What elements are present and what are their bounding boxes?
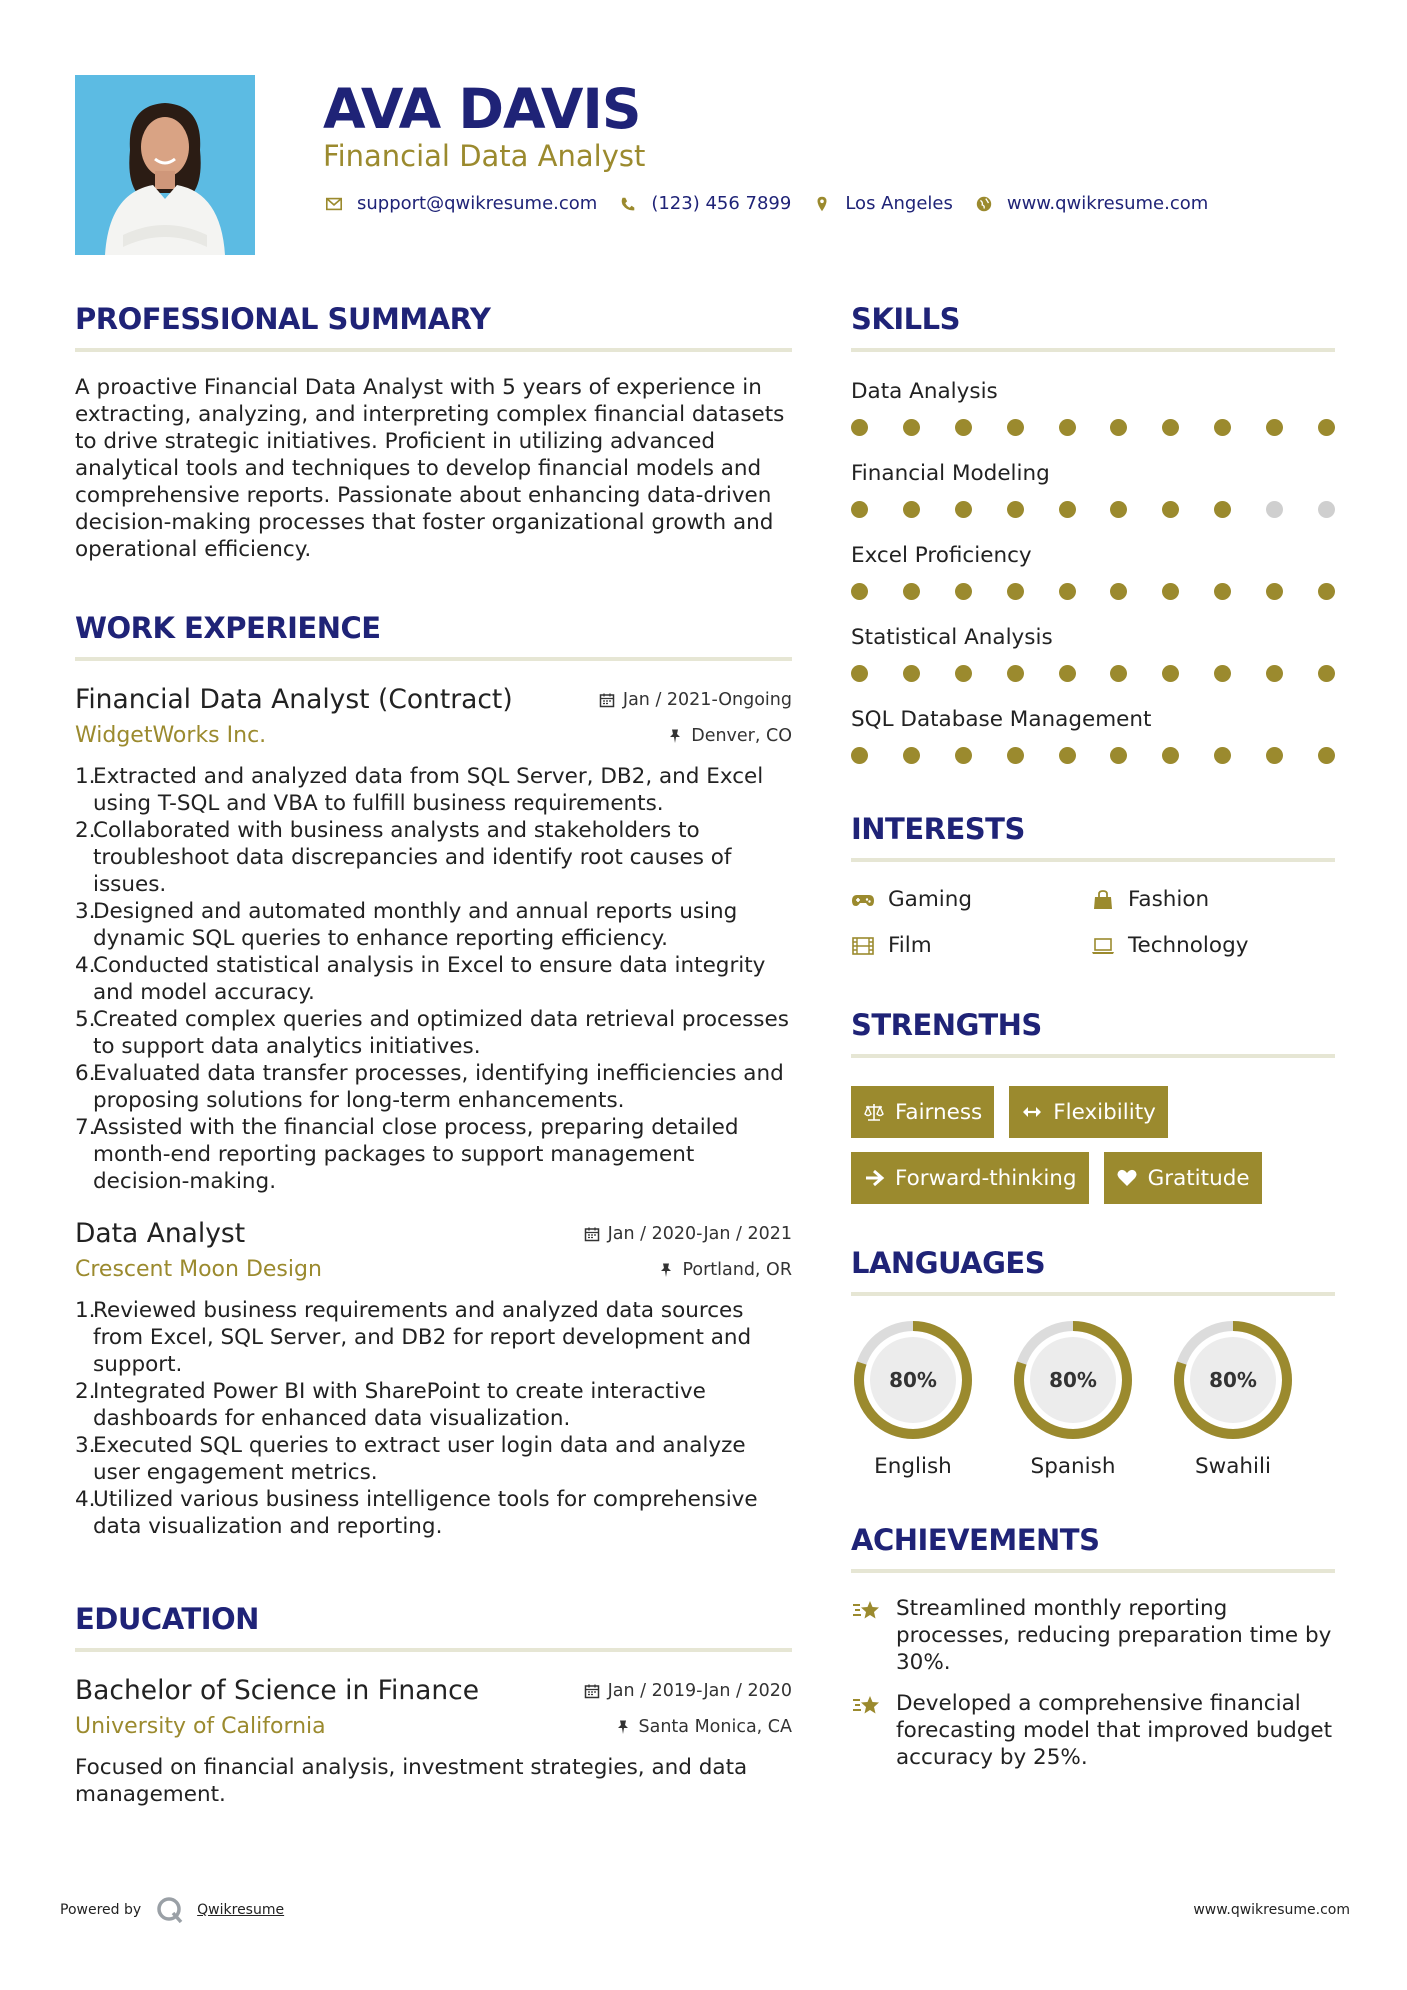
- skill-dot: [903, 747, 920, 764]
- skill-dot: [903, 501, 920, 518]
- calendar-icon: [584, 1683, 600, 1699]
- contact-email[interactable]: [323, 193, 597, 214]
- map-marker-icon: [811, 194, 833, 214]
- phone-icon: [617, 194, 639, 214]
- skill-dot: [851, 747, 868, 764]
- contact-location-text: Los Angeles: [845, 193, 953, 214]
- skill-name: Data Analysis: [851, 379, 998, 404]
- education-heading: EDUCATION: [75, 1598, 792, 1652]
- calendar-icon: [584, 1226, 600, 1242]
- strength-badge: [851, 1152, 1089, 1204]
- language-ring: [851, 1318, 975, 1442]
- language-item: [851, 1318, 1011, 1479]
- skill-dot: [1318, 419, 1335, 436]
- language-item: [1171, 1318, 1331, 1479]
- skill-dot: [1318, 747, 1335, 764]
- skill-dot: [1007, 665, 1024, 682]
- list-item: 4. Conducted statistical analysis in Excel to ensure data integrity and model accuracy.: [75, 953, 766, 1005]
- education-date: [584, 1681, 792, 1701]
- skill-rating: [851, 583, 1335, 600]
- skill-dot: [1214, 419, 1231, 436]
- skill-dot: [1266, 747, 1283, 764]
- strength-label: Forward-thinking: [895, 1165, 1077, 1191]
- achievement-text: Developed a comprehensive financial forecasting model that improved budget accuracy by 25%.: [896, 1691, 1333, 1770]
- shooting-star-icon: [851, 1692, 885, 1771]
- skills-heading: SKILLS: [851, 298, 1335, 352]
- contact-phone[interactable]: [617, 193, 791, 214]
- skill-dot: [1214, 583, 1231, 600]
- contact-email-text: support@qwikresume.com: [357, 193, 598, 214]
- skill-rating: [851, 665, 1335, 682]
- skill-dot: [851, 501, 868, 518]
- interest-label: Fashion: [1128, 887, 1210, 912]
- languages-heading: LANGUAGES: [851, 1242, 1335, 1296]
- education-location: [615, 1717, 793, 1737]
- language-percent: 80%: [889, 1368, 937, 1392]
- experience-heading: WORK EXPERIENCE: [75, 607, 792, 661]
- skill-dot: [1059, 665, 1076, 682]
- powered-by: [60, 1895, 284, 1925]
- skill-name: Excel Proficiency: [851, 543, 1032, 568]
- language-percent: 80%: [1049, 1368, 1097, 1392]
- list-item: 2. Integrated Power BI with SharePoint to create interactive dashboards for enhanced data visualization.: [75, 1379, 706, 1431]
- education-entry: [75, 1674, 792, 1808]
- achievements-list: [851, 1595, 1335, 1771]
- strengths-heading: STRENGTHS: [851, 1004, 1335, 1058]
- pin-icon: [658, 1262, 674, 1278]
- interest-item: [851, 932, 1091, 960]
- strength-label: Fairness: [895, 1099, 983, 1125]
- heart-icon: [1116, 1167, 1138, 1189]
- achievement-item: [851, 1690, 1335, 1771]
- skill-dot: [903, 419, 920, 436]
- interest-label: Film: [888, 933, 932, 958]
- skill-dot: [1318, 665, 1335, 682]
- left-column: [75, 298, 792, 1808]
- globe-icon: [973, 194, 995, 214]
- interest-item: [1091, 886, 1331, 914]
- skill-dot: [1162, 419, 1179, 436]
- skills-list: [851, 378, 1335, 764]
- list-item: 5. Created complex queries and optimized data retrieval processes to support data analytics initiatives.: [75, 1007, 789, 1059]
- skill-dot: [1214, 747, 1231, 764]
- skill-dot: [955, 501, 972, 518]
- powered-by-label: Powered by: [60, 1902, 142, 1918]
- interest-label: Gaming: [888, 887, 973, 912]
- skill-dot: [851, 419, 868, 436]
- job-location: [658, 1260, 792, 1280]
- right-column: [851, 298, 1335, 1771]
- list-item: 3. Executed SQL queries to extract user login data and analyze user engagement metrics.: [75, 1433, 746, 1485]
- job-location: [667, 726, 792, 746]
- education-description: Focused on financial analysis, investment strategies, and data management.: [75, 1755, 748, 1807]
- candidate-role: Financial Data Analyst: [323, 139, 646, 173]
- interests-heading: INTERESTS: [851, 808, 1335, 862]
- envelope-icon: [323, 194, 345, 214]
- skill-dot: [1007, 501, 1024, 518]
- interests-list: [851, 886, 1335, 960]
- skill-dot: [1318, 501, 1335, 518]
- strength-badge: [851, 1086, 994, 1138]
- skill-dot: [1059, 583, 1076, 600]
- language-percent: 80%: [1209, 1368, 1257, 1392]
- list-item: 6. Evaluated data transfer processes, identifying inefficiencies and proposing solutions for long-term enhancements.: [75, 1061, 784, 1113]
- skill-dot: [1059, 747, 1076, 764]
- list-item: 7. Assisted with the financial close process, preparing detailed month-end reporting packages to support management decision-making.: [75, 1115, 739, 1194]
- skill-dot: [1214, 665, 1231, 682]
- skill-dot: [1318, 583, 1335, 600]
- school-name: University of California: [75, 1714, 326, 1739]
- skill-name: Financial Modeling: [851, 461, 1050, 486]
- skill-dot: [1110, 665, 1127, 682]
- skill-dot: [1266, 665, 1283, 682]
- summary-text: A proactive Financial Data Analyst with 5 years of experience in extracting, analyzing, and interpreting complex financial datasets to drive strategic initiatives. Proficient in utilizing advanced analytical tools and techniques to develop financial models and comprehensive reports. Passionate about enhancing data-driven decision-making processes that foster organizational growth and operational efficiency.: [75, 375, 785, 562]
- list-item: 4. Utilized various business intelligence tools for comprehensive data visualization and reporting.: [75, 1487, 758, 1539]
- interest-item: [851, 886, 1091, 914]
- film-icon: [851, 935, 877, 957]
- profile-photo: [75, 75, 255, 255]
- shooting-star-icon: [851, 1597, 885, 1676]
- skill-rating: [851, 501, 1335, 518]
- skill-dot: [1007, 747, 1024, 764]
- job-entry: [75, 683, 792, 1195]
- strengths-list: [851, 1086, 1335, 1218]
- skill-dot: [955, 747, 972, 764]
- language-name: English: [874, 1454, 952, 1479]
- skill-dot: [1162, 583, 1179, 600]
- skill-name: Statistical Analysis: [851, 625, 1053, 650]
- strength-label: Gratitude: [1147, 1165, 1250, 1191]
- list-item: 3. Designed and automated monthly and annual reports using dynamic SQL queries to enhance reporting efficiency.: [75, 899, 738, 951]
- strength-label: Flexibility: [1053, 1099, 1156, 1125]
- skill-rating: [851, 747, 1335, 764]
- language-item: [1011, 1318, 1171, 1479]
- skill-dot: [851, 583, 868, 600]
- skill-dot: [955, 665, 972, 682]
- job-company: Crescent Moon Design: [75, 1257, 322, 1282]
- skill-dot: [1110, 419, 1127, 436]
- education-date-text: Jan / 2019-Jan / 2020: [607, 1681, 792, 1701]
- job-location-text: Portland, OR: [682, 1260, 792, 1280]
- gamepad-icon: [851, 889, 877, 911]
- skill-dot: [903, 665, 920, 682]
- shopping-bag-icon: [1091, 889, 1117, 911]
- strength-badge: [1104, 1152, 1262, 1204]
- skill-dot: [1162, 665, 1179, 682]
- education-location-text: Santa Monica, CA: [638, 1717, 792, 1737]
- footer: [60, 1895, 1350, 1925]
- calendar-icon: [599, 692, 615, 708]
- achievement-text: Streamlined monthly reporting processes, reducing preparation time by 30%.: [896, 1596, 1332, 1675]
- job-date-text: Jan / 2021-Ongoing: [622, 690, 792, 710]
- skill-dot: [1266, 501, 1283, 518]
- skill-dot: [1214, 501, 1231, 518]
- job-entry: [75, 1217, 792, 1540]
- candidate-name: AVA DAVIS: [323, 77, 641, 141]
- interest-label: Technology: [1128, 933, 1249, 958]
- skill-dot: [903, 583, 920, 600]
- language-name: Swahili: [1195, 1454, 1271, 1479]
- skill-name: SQL Database Management: [851, 707, 1152, 732]
- job-location-text: Denver, CO: [691, 726, 792, 746]
- contact-website[interactable]: [973, 193, 1208, 214]
- job-date-text: Jan / 2020-Jan / 2021: [607, 1224, 792, 1244]
- skill-dot: [955, 419, 972, 436]
- summary-heading: PROFESSIONAL SUMMARY: [75, 298, 792, 352]
- languages-list: [851, 1318, 1335, 1479]
- skill-dot: [1007, 583, 1024, 600]
- list-item: 1. Extracted and analyzed data from SQL Server, DB2, and Excel using T-SQL and VBA to fulfill business requirements.: [75, 764, 764, 816]
- skill-dot: [1110, 747, 1127, 764]
- arrow-right-icon: [863, 1167, 885, 1189]
- skill-dot: [1266, 583, 1283, 600]
- skill-dot: [1007, 419, 1024, 436]
- footer-website[interactable]: www.qwikresume.com: [1193, 1902, 1350, 1918]
- laptop-icon: [1091, 935, 1117, 957]
- skill-dot: [851, 665, 868, 682]
- skill-dot: [1110, 583, 1127, 600]
- skill-dot: [1162, 501, 1179, 518]
- job-date: [584, 1224, 792, 1244]
- job-date: [599, 690, 792, 710]
- balance-scale-icon: [863, 1101, 885, 1123]
- list-item: 1. Reviewed business requirements and analyzed data sources from Excel, SQL Server, and DB2 for report development and support.: [75, 1298, 752, 1377]
- contact-location: [811, 193, 953, 214]
- list-item: 2. Collaborated with business analysts and stakeholders to troubleshoot data discrepancies and identify root causes of issues.: [75, 818, 732, 897]
- contact-phone-text: (123) 456 7899: [651, 193, 792, 214]
- qwikresume-link[interactable]: Qwikresume: [197, 1902, 285, 1918]
- language-ring: [1171, 1318, 1295, 1442]
- skill-dot: [1059, 501, 1076, 518]
- language-name: Spanish: [1030, 1454, 1116, 1479]
- qwikresume-logo-icon: [155, 1895, 185, 1925]
- contact-website-text: www.qwikresume.com: [1006, 193, 1209, 214]
- achievement-item: [851, 1595, 1335, 1676]
- language-ring: [1011, 1318, 1135, 1442]
- achievements-heading: ACHIEVEMENTS: [851, 1519, 1335, 1573]
- interest-item: [1091, 932, 1331, 960]
- skill-dot: [1266, 419, 1283, 436]
- contact-bar: [323, 193, 1228, 214]
- pin-icon: [615, 1719, 631, 1735]
- arrows-horizontal-icon: [1021, 1101, 1043, 1123]
- job-company: WidgetWorks Inc.: [75, 723, 267, 748]
- strength-badge: [1009, 1086, 1168, 1138]
- skill-rating: [851, 419, 1335, 436]
- job-bullets: [75, 1297, 792, 1540]
- degree-title: Bachelor of Science in Finance: [75, 1675, 480, 1706]
- skill-dot: [955, 583, 972, 600]
- skill-dot: [1110, 501, 1127, 518]
- job-bullets: [75, 763, 792, 1195]
- pin-icon: [667, 728, 683, 744]
- skill-dot: [1162, 747, 1179, 764]
- skill-dot: [1059, 419, 1076, 436]
- job-title: Financial Data Analyst (Contract): [75, 684, 513, 715]
- job-title: Data Analyst: [75, 1218, 246, 1249]
